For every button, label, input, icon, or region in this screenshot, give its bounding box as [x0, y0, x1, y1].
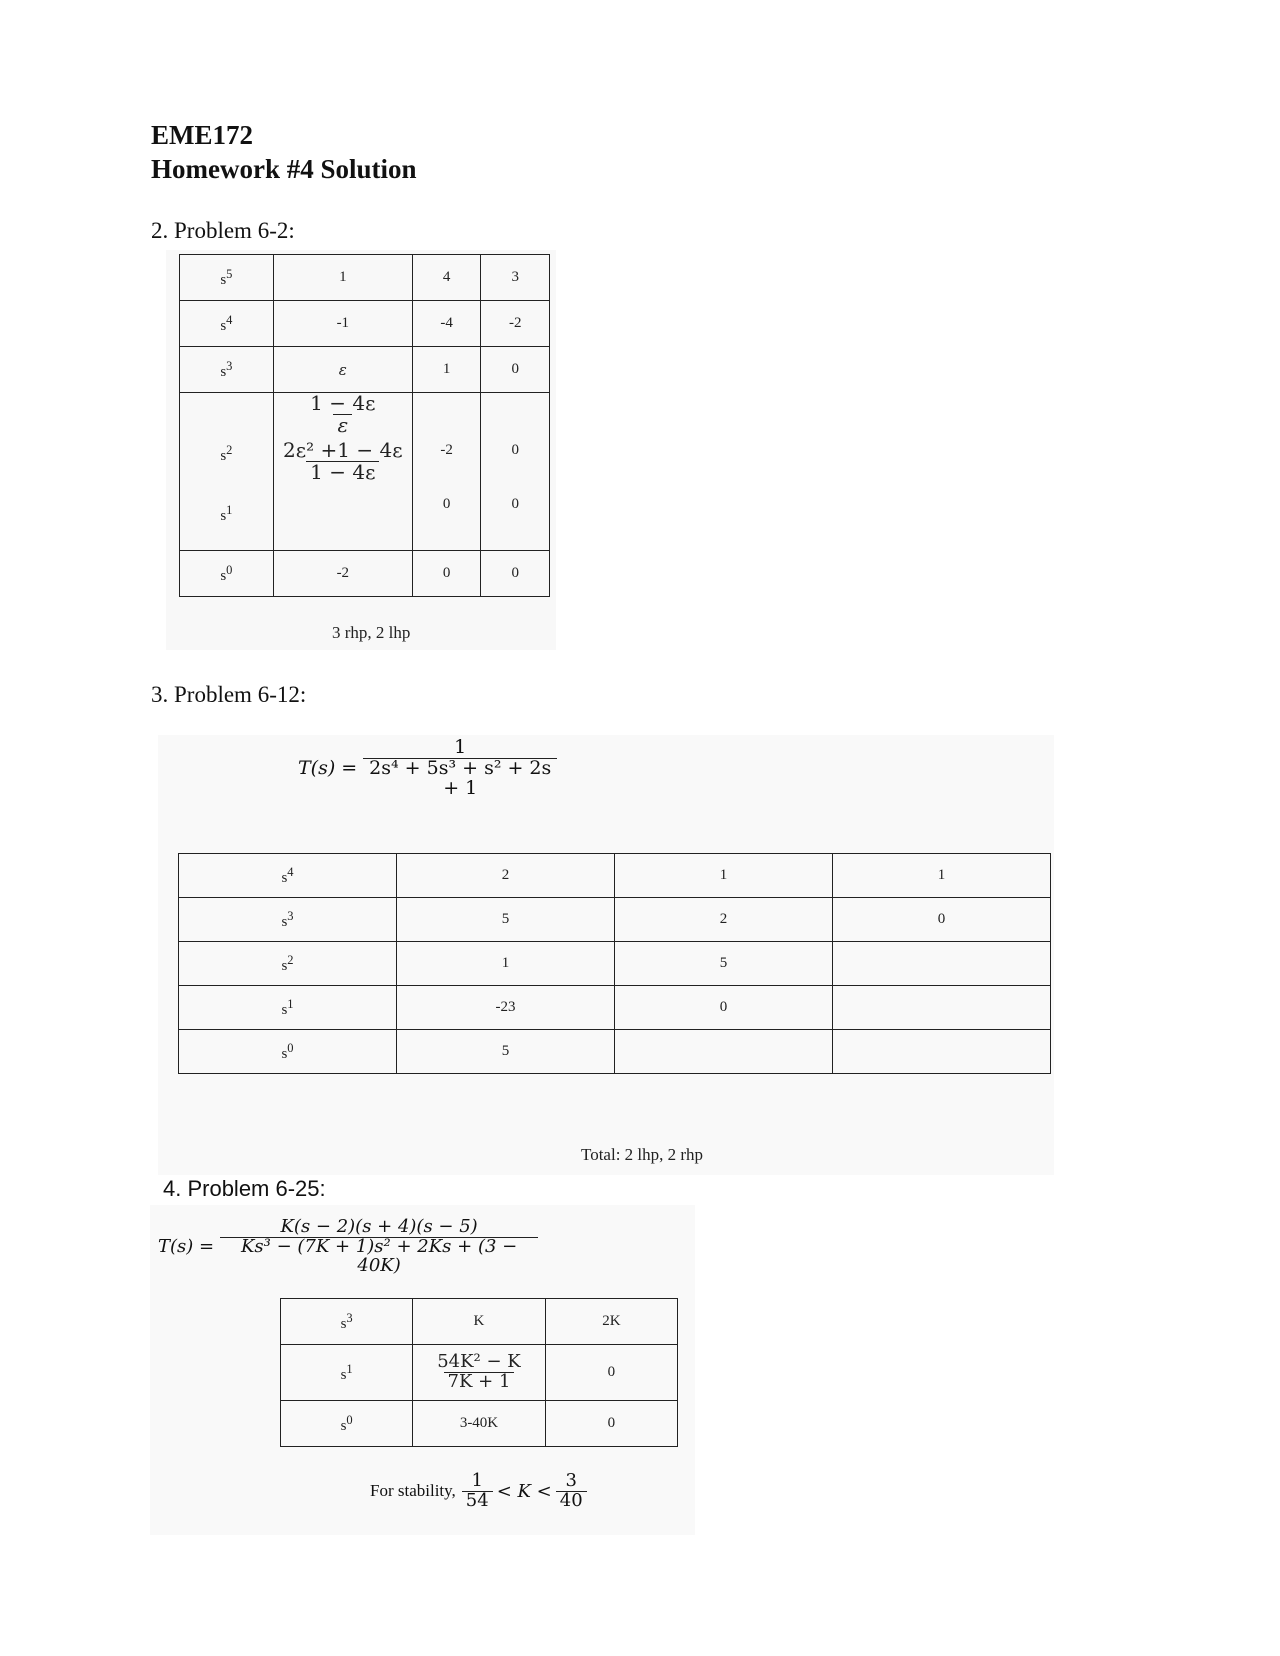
- table-cell: -23: [397, 986, 615, 1030]
- fraction: $\frac{1 - 4\varepsilon}{\varepsilon}$: [310, 391, 376, 437]
- table-row: [179, 986, 1051, 1030]
- table-cell: [615, 1030, 833, 1074]
- table-cell: [833, 942, 1051, 986]
- table-cell: 0: [412, 551, 481, 597]
- table-cell: 3-40K: [413, 1401, 545, 1447]
- table-cell: 1: [412, 347, 481, 393]
- transfer-function: T(s) = $\frac{K(s - 2)(s + 4)(s - 5)}{\text{Ks³ − (7K + 1)s² + 2Ks + (3 − 40K)}}$: [158, 1218, 538, 1276]
- table-row: [179, 1030, 1051, 1074]
- table-cell: 5: [397, 898, 615, 942]
- fraction: $\frac{1}{54}$: [462, 1472, 493, 1511]
- table-cell: 1: [273, 255, 412, 301]
- table-cell: 5: [397, 1030, 615, 1074]
- table-cell: ε: [273, 347, 412, 393]
- fraction: $\frac{\text{54K² − K}}{7K + 1}$: [437, 1351, 521, 1392]
- table-cell: 0: [545, 1345, 677, 1401]
- stability-condition: For stability, $\frac{1}{54}$ < K < $\frac{3}{40}$: [370, 1472, 587, 1511]
- row-label: $s^4$: [180, 301, 274, 347]
- result-note: Total: 2 lhp, 2 rhp: [581, 1145, 704, 1164]
- row-label: $s^2$ $s^1$: [180, 393, 274, 551]
- table-cell: 2: [397, 854, 615, 898]
- row-label: $s^0$: [281, 1401, 413, 1447]
- problem-heading: 4. Problem 6-25:: [163, 1176, 326, 1201]
- routh-table-6-12: [178, 853, 1051, 1074]
- routh-table-6-2: [179, 254, 550, 597]
- table-cell: -4: [412, 301, 481, 347]
- table-row: [179, 898, 1051, 942]
- table-row: [180, 347, 550, 393]
- table-cell: K: [413, 1299, 545, 1345]
- row-label: $s^3$: [179, 898, 397, 942]
- table-cell: 0: [481, 347, 550, 393]
- row-label: $s^0$: [179, 1030, 397, 1074]
- row-label: $s^0$: [180, 551, 274, 597]
- table-row: [281, 1299, 678, 1345]
- problem-heading: 2. Problem 6-2:: [151, 218, 295, 243]
- table-cell: -2: [273, 551, 412, 597]
- result-note: 3 rhp, 2 lhp: [332, 623, 411, 642]
- table-row: [180, 301, 550, 347]
- fraction: $\frac{K(s - 2)(s + 4)(s - 5)}{\text{Ks³ − (7K + 1)s² + 2Ks + (3 − 40K)}}$: [220, 1218, 538, 1276]
- table-cell: 2K: [545, 1299, 677, 1345]
- table-cell: 1: [833, 854, 1051, 898]
- transfer-function: T(s) = $\frac{1}{\text{2s⁴ + 5s³ + s² + 2s + 1}}$: [298, 738, 557, 799]
- table-row: [179, 854, 1051, 898]
- table-cell: 0: [615, 986, 833, 1030]
- table-cell: [833, 1030, 1051, 1074]
- table-cell: 5: [615, 942, 833, 986]
- row-label: $s^3$: [180, 347, 274, 393]
- routh-table-6-25: [280, 1298, 678, 1447]
- table-cell: 4: [412, 255, 481, 301]
- table-row: [180, 551, 550, 597]
- table-cell: 1: [615, 854, 833, 898]
- problem-heading: 3. Problem 6-12:: [151, 682, 307, 707]
- row-label: $s^5$: [180, 255, 274, 301]
- fraction: $\frac{\text{2ε² +1 − 4ε}}{1 - 4\varepsilon}$: [283, 438, 403, 484]
- table-row: [281, 1401, 678, 1447]
- table-row: [180, 393, 550, 551]
- table-cell: 0: [833, 898, 1051, 942]
- table-cell: [833, 986, 1051, 1030]
- table-cell: -1: [273, 301, 412, 347]
- table-cell: 0: [481, 551, 550, 597]
- row-label: $s^4$: [179, 854, 397, 898]
- page-title: Homework #4 Solution: [151, 154, 417, 184]
- table-cell: -2: [481, 301, 550, 347]
- course-code: EME172: [151, 120, 254, 150]
- fraction: $\frac{1}{\text{2s⁴ + 5s³ + s² + 2s + 1}}$: [363, 738, 557, 799]
- row-label: $s^1$: [281, 1345, 413, 1401]
- table-cell: 0 0: [481, 393, 550, 551]
- table-cell: 3: [481, 255, 550, 301]
- row-label: $s^1$: [179, 986, 397, 1030]
- table-cell: -2 0: [412, 393, 481, 551]
- table-row: [180, 255, 550, 301]
- table-cell: [413, 1345, 545, 1401]
- table-row: [179, 942, 1051, 986]
- row-label: $s^2$: [179, 942, 397, 986]
- table-cell: 0: [545, 1401, 677, 1447]
- table-cell: 2: [615, 898, 833, 942]
- table-cell: [273, 393, 412, 551]
- fraction: $\frac{3}{40}$: [556, 1472, 587, 1511]
- table-row: [281, 1345, 678, 1401]
- row-label: $s^3$: [281, 1299, 413, 1345]
- table-cell: 1: [397, 942, 615, 986]
